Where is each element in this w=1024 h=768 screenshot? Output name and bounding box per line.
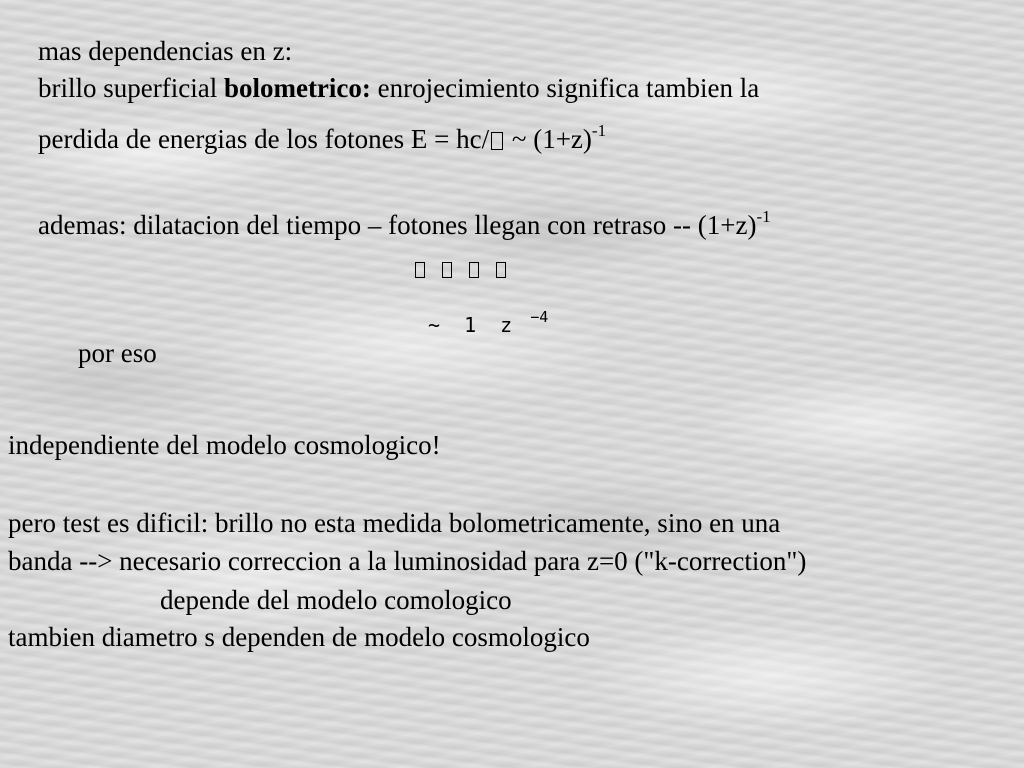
line-ademas: [38, 207, 771, 240]
text-segment: enrojecimiento significa tambien la: [370, 73, 760, 103]
bold-term-bolometrico: bolometrico:: [223, 73, 371, 103]
text-segment: ademas: dilatacion del tiempo – fotones llegan con retraso -- (1+z): [38, 210, 757, 240]
line-pero-test: pero test es dificil: brillo no esta medida bolometricamente, sino en una: [8, 508, 781, 538]
line-banda: banda --> necesario correccion a la luminosidad para z=0 ("k-correction"): [8, 546, 807, 576]
text-segment: brillo superficial: [38, 73, 224, 103]
formula-proportional: [428, 310, 548, 340]
line-por-eso: por eso: [78, 338, 157, 368]
line-perdida-energias: [38, 121, 607, 154]
formula-exponent: −4: [530, 308, 549, 327]
line-mas-dependencias: mas dependencias en z:: [38, 36, 293, 66]
line-independiente: independiente del modelo cosmologico!: [8, 430, 441, 460]
line-brillo-superficial: [38, 73, 759, 103]
missing-glyph-icon: [442, 262, 452, 278]
equation-placeholder-glyphs: [413, 262, 521, 281]
text-segment: perdida de energias de los fotones E = hc/: [38, 124, 490, 154]
formula-text: ~ 1 z: [428, 313, 519, 337]
text-segment: ~ (1+z): [505, 124, 592, 154]
missing-glyph-icon: [469, 262, 479, 278]
missing-glyph-icon: [496, 262, 506, 278]
missing-glyph-icon: [415, 262, 425, 278]
line-depende: depende del modelo comologico: [160, 585, 512, 615]
exponent: -1: [756, 207, 771, 226]
exponent: -1: [591, 121, 607, 140]
line-tambien: tambien diametro s dependen de modelo cosmologico: [8, 622, 590, 652]
lambda-glyph-icon: [491, 132, 503, 150]
